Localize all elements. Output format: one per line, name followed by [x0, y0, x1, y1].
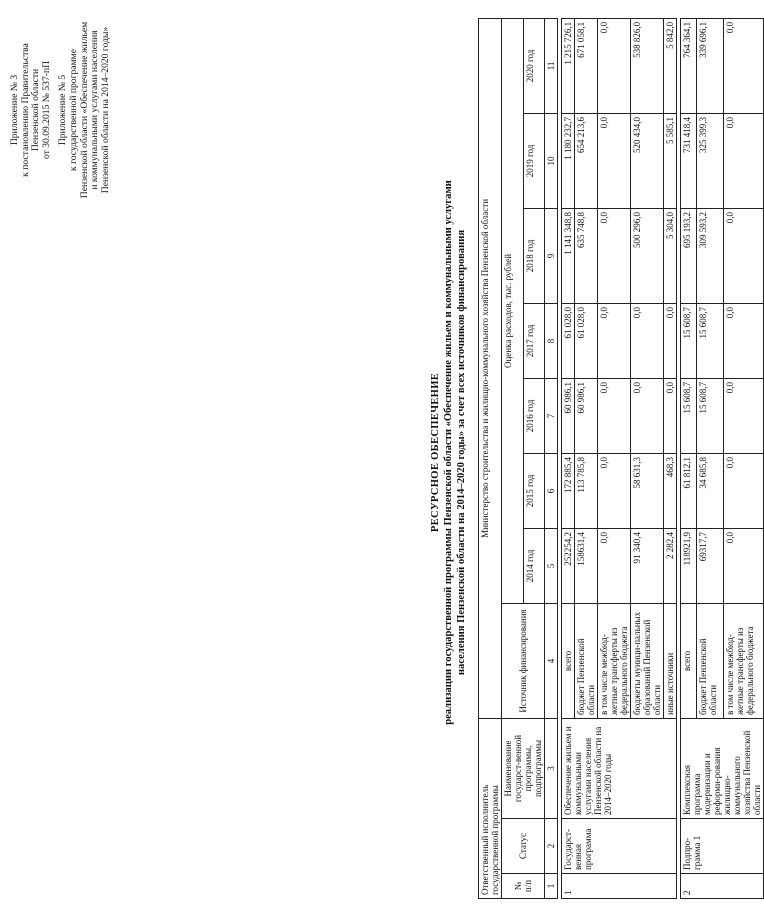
value-cell: 34 685,8	[696, 453, 724, 528]
resource-table	[478, 18, 764, 899]
value-cell: 69317,7	[696, 528, 724, 603]
value-cell: 468,3	[664, 453, 677, 528]
value-cell: 339 696,1	[696, 18, 724, 113]
header-row	[502, 18, 524, 898]
year-header: 2015 год	[523, 453, 545, 528]
value-cell: 60 986,1	[562, 378, 575, 453]
source-cell: в том числе межбюд-жетные трансферты из федерального бюджета	[598, 603, 631, 718]
appendix-line: и коммунальными услугами населения	[89, 30, 101, 190]
source-cell: всего	[562, 603, 575, 718]
col-name-header: Наименование государст-венной программы, подпрограммы	[502, 718, 545, 818]
col-source-header: Источник финансирования	[502, 603, 545, 718]
year-header: 2018 год	[523, 208, 545, 303]
value-cell: 0,0	[598, 208, 631, 303]
value-cell: 2 282,4	[664, 528, 677, 603]
value-cell: 325 399,3	[696, 113, 724, 208]
value-cell: 731 418,4	[681, 113, 697, 208]
table-row	[562, 18, 575, 898]
document-subtitle-line2: населения Пензенской области на 2014–2020 годы» за счет всех источников финансирования	[456, 229, 467, 676]
appendix-line: к государственной программе	[67, 49, 79, 171]
appendix-line: к постановлению Правительства	[19, 43, 31, 177]
value-cell: 500 296,0	[631, 208, 664, 303]
source-cell: всего	[681, 603, 697, 718]
value-cell: 0,0	[724, 378, 764, 453]
value-cell: 61 028,0	[562, 303, 575, 378]
value-cell: 5 585,1	[664, 113, 677, 208]
value-cell: 309 593,2	[696, 208, 724, 303]
value-cell: 0,0	[724, 18, 764, 113]
source-cell: бюджет Пензенской области	[575, 603, 598, 718]
source-cell: бюджеты муници-пальных образований Пензенской области	[631, 603, 664, 718]
value-cell: 520 434,0	[631, 113, 664, 208]
value-cell: 5 842,0	[664, 18, 677, 113]
value-cell: 0,0	[631, 303, 664, 378]
value-cell: 0,0	[724, 113, 764, 208]
appendix-line: от 30.09.2015 № 537-пП	[40, 60, 52, 160]
value-cell: 15 608,7	[681, 378, 697, 453]
value-cell: 61 028,0	[575, 303, 598, 378]
value-cell: 0,0	[664, 378, 677, 453]
responsible-value: Министерство строительства и жилищно-коммунального хозяйства Пензенской области	[479, 18, 502, 718]
col-num-header: № п/п	[502, 874, 545, 899]
column-number: 3	[545, 718, 558, 818]
appendix-line: Пензенской области на 2014–2020 годы»	[99, 26, 111, 194]
source-cell: иные источники	[664, 603, 677, 718]
value-cell: 60 986,1	[575, 378, 598, 453]
value-cell: 118921,9	[681, 528, 697, 603]
appendix-line: Пензенской области	[30, 68, 42, 152]
value-cell: 15 608,7	[681, 303, 697, 378]
value-cell: 1 215 726,1	[562, 18, 575, 113]
column-number: 11	[545, 18, 558, 113]
program-name-cell: Обеспечение жильем и коммунальными услугами населения Пензенской области на 2014–2020 годы	[562, 718, 677, 818]
value-cell: 1 141 348,8	[562, 208, 575, 303]
column-numbers-row	[545, 18, 558, 898]
program-name-cell: Комплексная программа модернизации и реформи-рования жилищно-коммунального хозяйства Пензенской области	[681, 718, 764, 818]
source-cell: в том числе межбюд-жетные трансферты из федерального бюджета	[724, 603, 764, 718]
appendix-block	[10, 15, 111, 205]
value-cell: 1 180 232,7	[562, 113, 575, 208]
year-header: 2020 год	[523, 18, 545, 113]
value-cell: 0,0	[598, 113, 631, 208]
value-cell: 0,0	[598, 378, 631, 453]
year-header: 2019 год	[523, 113, 545, 208]
value-cell: 252254,2	[562, 528, 575, 603]
year-header: 2016 год	[523, 378, 545, 453]
responsible-label: Ответственный исполнитель государственной программы	[479, 718, 502, 898]
value-cell: 538 826,0	[631, 18, 664, 113]
value-cell: 15 608,7	[696, 378, 724, 453]
value-cell: 158631,4	[575, 528, 598, 603]
value-cell: 5 304,0	[664, 208, 677, 303]
value-cell: 0,0	[724, 303, 764, 378]
appendix-line: Приложение № 3	[9, 74, 20, 146]
value-cell: 0,0	[598, 528, 631, 603]
column-number: 8	[545, 303, 558, 378]
column-number: 10	[545, 113, 558, 208]
col-status-header: Статус	[502, 819, 545, 874]
column-number: 6	[545, 453, 558, 528]
value-cell: 15 608,7	[696, 303, 724, 378]
appendix-line: Приложение № 5	[57, 74, 69, 146]
value-cell: 0,0	[598, 18, 631, 113]
column-number: 4	[545, 603, 558, 718]
table-row	[681, 18, 697, 898]
row-number-cell: 2	[681, 874, 764, 899]
responsible-row	[479, 18, 502, 898]
column-number: 7	[545, 378, 558, 453]
value-cell: 0,0	[724, 528, 764, 603]
value-cell: 58 631,3	[631, 453, 664, 528]
year-header: 2014 год	[523, 528, 545, 603]
source-cell: бюджет Пензенской области	[696, 603, 724, 718]
document-subtitle-line1: реализации государственной программы Пензенской области «Обеспечение жильем и коммунальными услугами	[443, 180, 454, 725]
value-cell: 0,0	[724, 208, 764, 303]
column-number: 5	[545, 528, 558, 603]
appendix-line: Пензенской области «Обеспечение жильем	[78, 21, 90, 199]
value-cell: 61 812,1	[681, 453, 697, 528]
value-cell: 654 213,6	[575, 113, 598, 208]
status-cell: Подпро-грамма 1	[681, 819, 764, 874]
value-cell: 671 058,1	[575, 18, 598, 113]
value-cell: 172 885,4	[562, 453, 575, 528]
value-cell: 764 364,1	[681, 18, 697, 113]
column-number: 2	[545, 819, 558, 874]
year-header: 2017 год	[523, 303, 545, 378]
status-cell: Государст-венная программа	[562, 819, 677, 874]
document-title: РЕСУРСНОЕ ОБЕСПЕЧЕНИЕ	[430, 372, 441, 533]
value-cell: 0,0	[598, 453, 631, 528]
value-cell: 0,0	[598, 303, 631, 378]
value-cell: 695 193,2	[681, 208, 697, 303]
value-cell: 113 785,8	[575, 453, 598, 528]
value-cell: 0,0	[631, 378, 664, 453]
value-cell: 91 340,4	[631, 528, 664, 603]
col-cost-header: Оценка расходов, тыс. рублей	[502, 18, 524, 603]
column-number: 1	[545, 874, 558, 899]
row-number-cell: 1	[562, 874, 677, 899]
value-cell: 0,0	[664, 303, 677, 378]
column-number: 9	[545, 208, 558, 303]
value-cell: 635 748,8	[575, 208, 598, 303]
value-cell: 0,0	[724, 453, 764, 528]
